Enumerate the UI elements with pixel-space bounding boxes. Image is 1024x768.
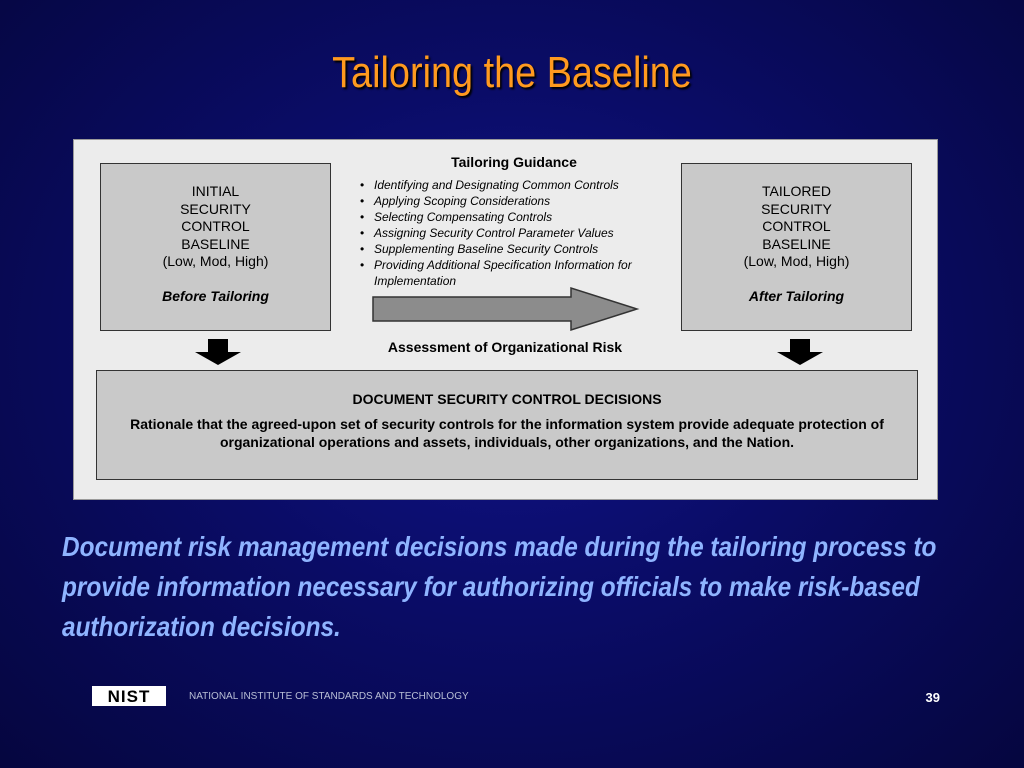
bullet-icon: •	[360, 258, 365, 272]
guidance-item	[358, 225, 678, 241]
tailored-baseline-box	[681, 163, 912, 331]
tailoring-right-arrow-icon	[371, 286, 641, 332]
bullet-icon: •	[360, 178, 365, 192]
guidance-item-text: Identifying and Designating Common Controls	[374, 178, 619, 192]
guidance-item	[358, 209, 678, 225]
tailored-line: SECURITY	[761, 200, 832, 217]
tailoring-diagram	[73, 139, 938, 500]
guidance-item-text: Selecting Compensating Controls	[374, 210, 553, 224]
bullet-icon: •	[360, 194, 365, 208]
down-arrow-icon	[775, 338, 825, 366]
tailored-line: TAILORED	[762, 183, 831, 199]
guidance-item	[358, 257, 678, 289]
tailoring-guidance-title: Tailoring Guidance	[451, 154, 577, 170]
tailored-line: BASELINE	[762, 235, 831, 252]
guidance-item-text: Providing Additional Specification Information for Implementation	[374, 258, 632, 288]
tailored-line: CONTROL	[762, 218, 831, 234]
initial-line: (Low, Mod, High)	[162, 253, 269, 269]
guidance-item-text: Supplementing Baseline Security Controls	[374, 242, 599, 256]
slide-title: Tailoring the Baseline	[332, 48, 692, 97]
organizational-risk-label: Assessment of Organizational Risk	[387, 339, 623, 355]
tailored-line: (Low, Mod, High)	[743, 253, 850, 269]
initial-line: SECURITY	[180, 200, 251, 217]
initial-line: BASELINE	[181, 235, 250, 252]
after-tailoring-label: After Tailoring	[748, 287, 845, 304]
tailoring-guidance-list	[358, 177, 678, 289]
initial-baseline-box	[100, 163, 331, 331]
slide-caption: Document risk management decisions made during the tailoring process to provide information necessary for authorizing officials to make risk-based authorization decisions.	[62, 531, 937, 642]
down-arrow-icon	[193, 338, 243, 366]
document-decisions-box	[96, 370, 918, 480]
bullet-icon: •	[360, 242, 365, 256]
before-tailoring-label: Before Tailoring	[162, 287, 269, 304]
nist-logo-text: NIST	[107, 687, 151, 706]
guidance-item	[358, 193, 678, 209]
decisions-rationale: Rationale that the agreed-upon set of security controls for the information system provide adequate protection of organizational operations and assets, individuals, other organizations, and the Nation.	[130, 416, 884, 450]
page-number: 39	[925, 690, 940, 705]
initial-line: INITIAL	[191, 183, 240, 199]
bullet-icon: •	[360, 226, 365, 240]
bullet-icon: •	[360, 210, 365, 224]
decisions-title: DOCUMENT SECURITY CONTROL DECISIONS	[352, 391, 662, 407]
guidance-item-text: Assigning Security Control Parameter Values	[374, 226, 614, 240]
initial-line: CONTROL	[181, 218, 250, 234]
footer-org-name: NATIONAL INSTITUTE OF STANDARDS AND TECHNOLOGY	[189, 691, 469, 702]
guidance-item	[358, 241, 678, 257]
guidance-item-text: Applying Scoping Considerations	[374, 194, 551, 208]
nist-logo-icon	[92, 686, 166, 706]
guidance-item	[358, 177, 678, 193]
